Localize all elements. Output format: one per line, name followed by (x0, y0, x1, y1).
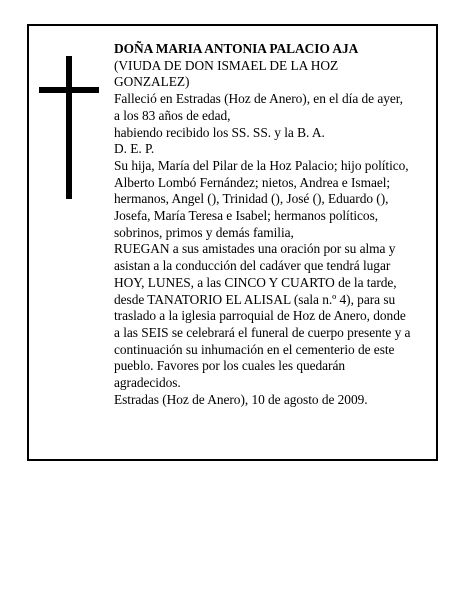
notice-line: Falleció en Estradas (Hoz de Anero), en el día de ayer, (114, 91, 403, 107)
notice-line: pueblo. Favores por los cuales les quedarán (114, 358, 346, 374)
cross-vertical-bar (66, 56, 72, 199)
cross-horizontal-bar (39, 87, 99, 93)
notice-line: a las SEIS se celebrará el funeral de cuerpo presente y a (114, 324, 411, 340)
notice-line: sobrinos, primos y demás familia, (114, 224, 294, 240)
deceased-name: DOÑA MARIA ANTONIA PALACIO AJA (114, 41, 359, 56)
notice-line: Alberto Lombó Fernández; nietos, Andrea e Ismael; (114, 174, 391, 190)
notice-line: asistan a la conducción del cadáver que tendrá lugar (114, 258, 391, 274)
cross-icon (39, 56, 99, 199)
notice-line: traslado a la iglesia parroquial de Hoz de Anero, donde (114, 308, 406, 324)
notice-line: (VIUDA DE DON ISMAEL DE LA HOZ (114, 57, 339, 73)
notice-line: desde TANATORIO EL ALISAL (sala n.º 4), para su (114, 291, 396, 307)
notice-line: Estradas (Hoz de Anero), 10 de agosto de 2009. (114, 391, 368, 407)
notice-line: RUEGAN a sus amistades una oración por su alma y (114, 241, 396, 257)
notice-line: D. E. P. (114, 141, 155, 157)
notice-line: HOY, LUNES, a las CINCO Y CUARTO de la tarde, (114, 274, 397, 290)
notice-line: agradecidos. (114, 375, 181, 391)
notice-text (114, 41, 434, 408)
notice-line: GONZALEZ) (114, 74, 190, 90)
notice-line: hermanos, Angel (), Trinidad (), José (), Eduardo (), (114, 191, 389, 207)
notice-line: continuación su inhumación en el cementerio de este (114, 341, 395, 357)
notice-line: a los 83 años de edad, (114, 107, 231, 123)
notice-line: Su hija, María del Pilar de la Hoz Palacio; hijo político, (114, 157, 409, 173)
obituary-notice (27, 24, 438, 461)
notice-line: habiendo recibido los SS. SS. y la B. A. (114, 124, 325, 140)
notice-line: Josefa, María Teresa e Isabel; hermanos políticos, (114, 208, 379, 224)
